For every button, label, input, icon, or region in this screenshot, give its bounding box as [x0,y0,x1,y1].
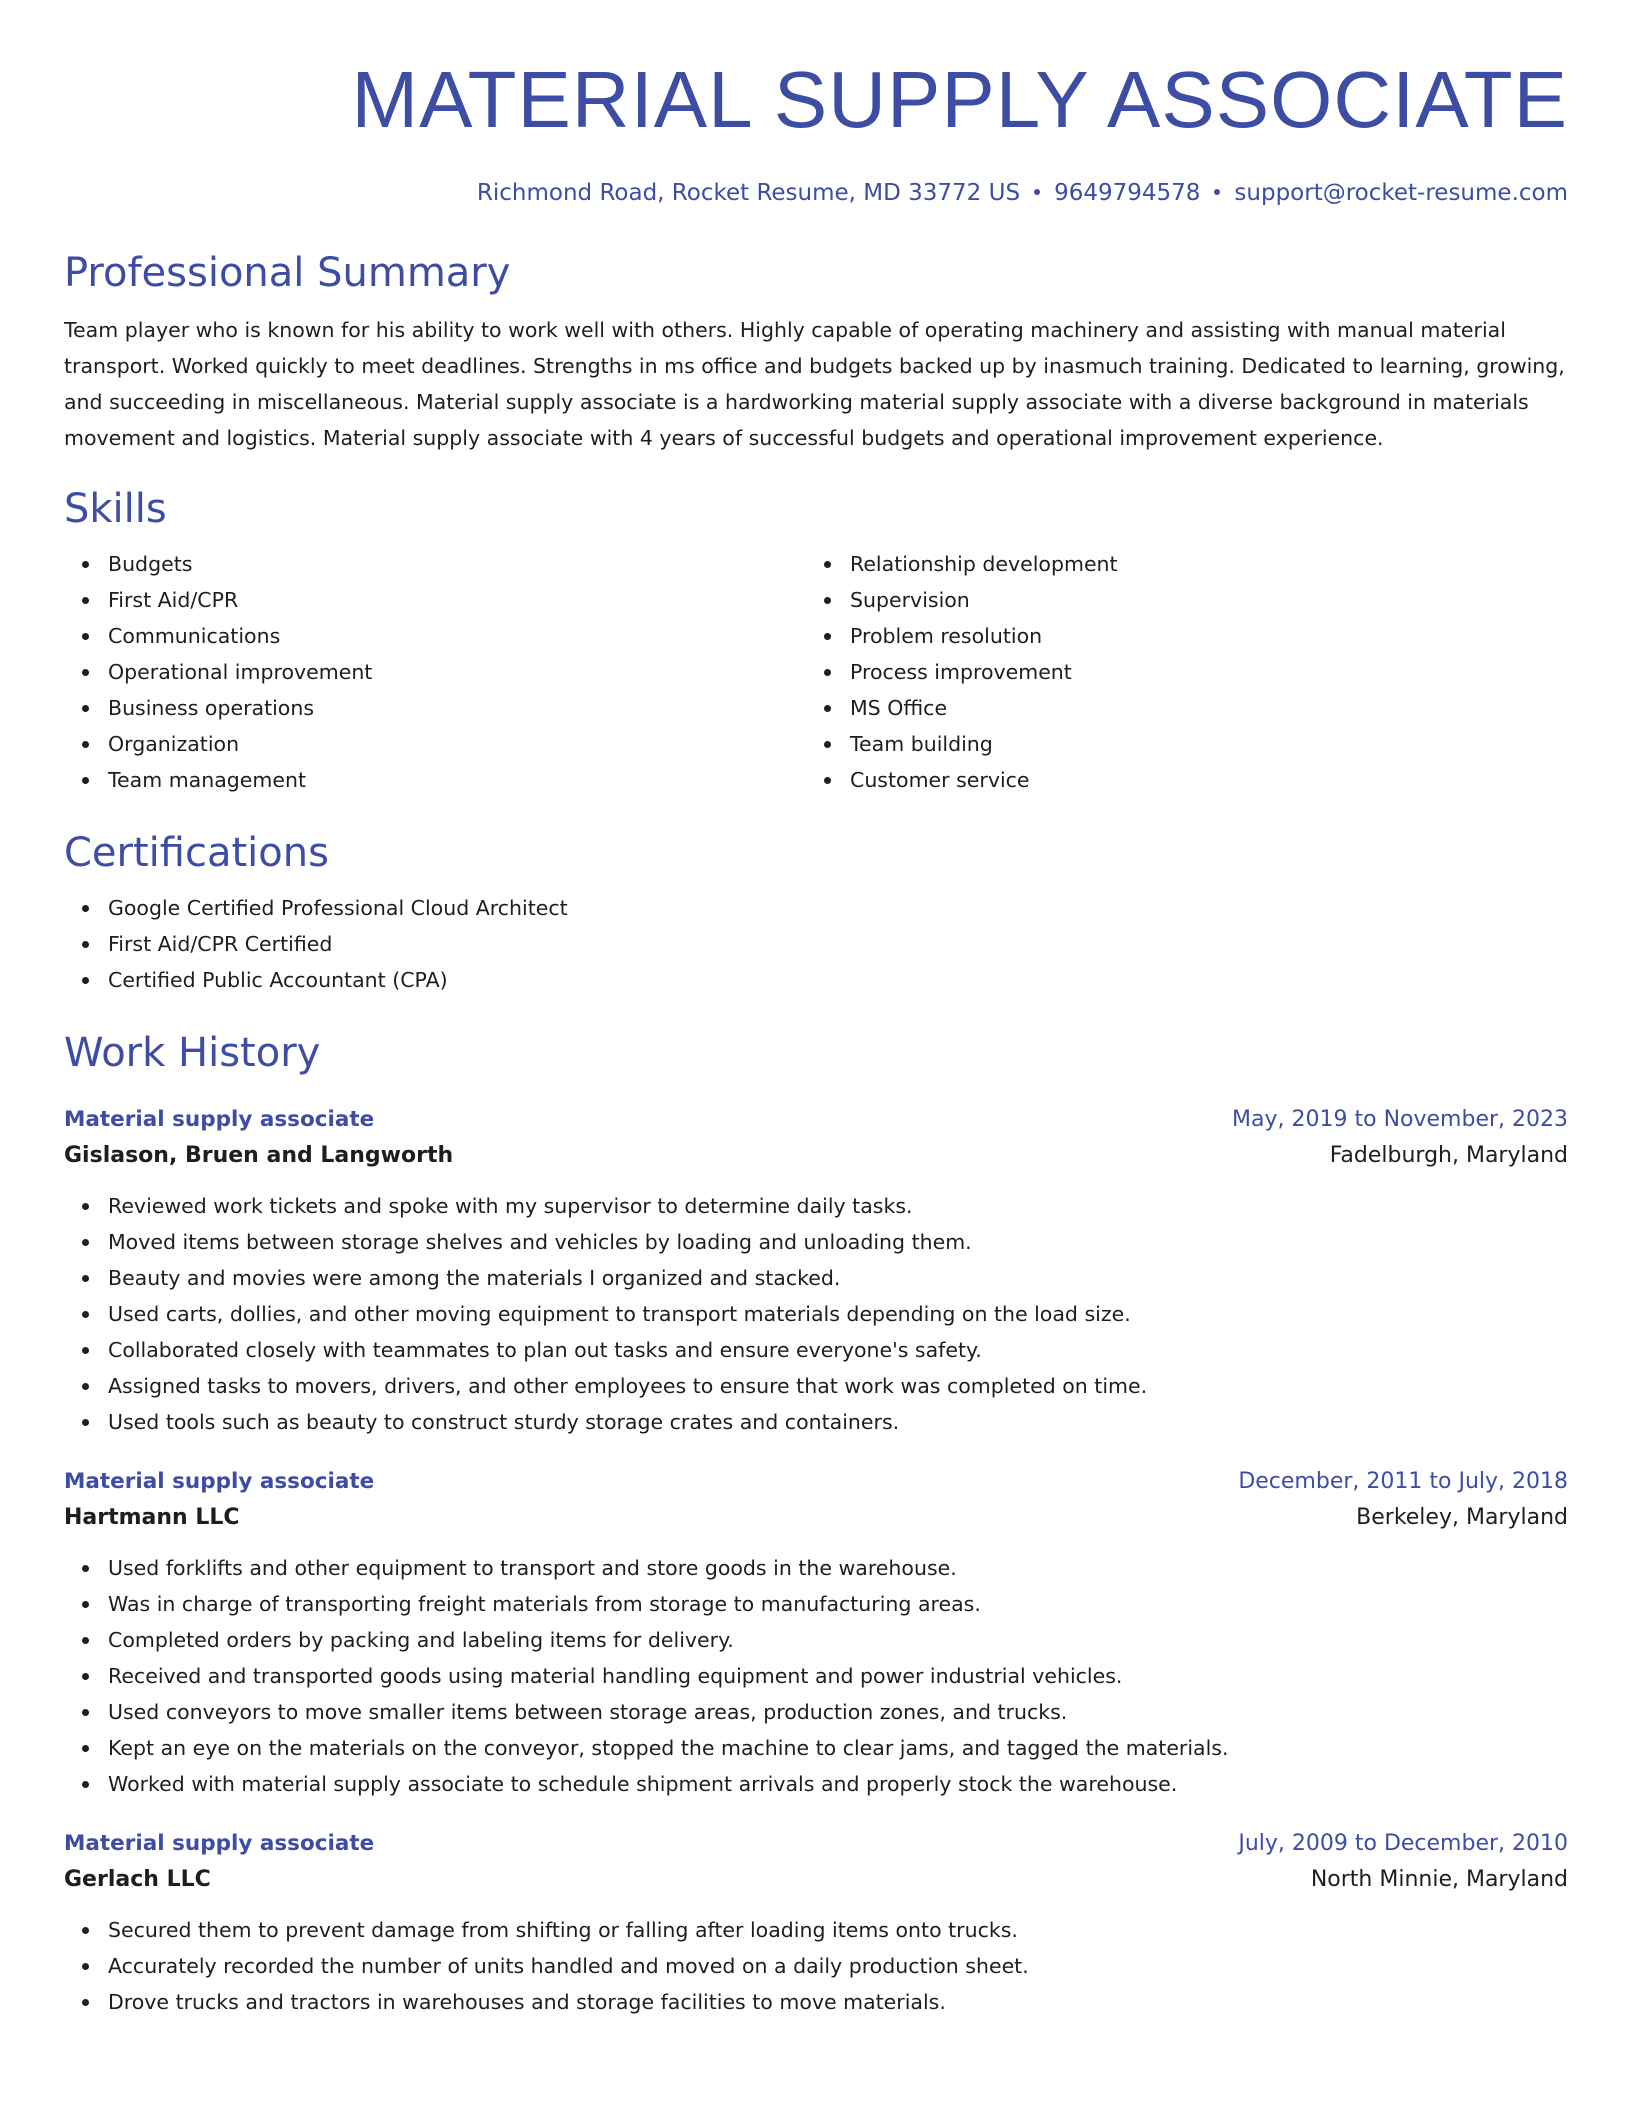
job-dates: December, 2011 to July, 2018 [1238,1469,1568,1494]
job-bullet: Assigned tasks to movers, drivers, and other employees to ensure that work was completed on time. [108,1368,1568,1404]
summary-heading: Professional Summary [64,250,511,296]
job-bullet: Used forklifts and other equipment to transport and store goods in the warehouse. [108,1550,1568,1586]
skill-item: Customer service [850,762,1548,798]
separator-dot-icon [1214,189,1220,195]
certifications-heading: Certifications [64,830,329,876]
job-location: Fadelburgh, Maryland [1329,1143,1568,1168]
skill-item: Supervision [850,582,1548,618]
skill-item: First Aid/CPR [108,582,806,618]
job-location: North Minnie, Maryland [1310,1867,1568,1892]
skill-item: Problem resolution [850,618,1548,654]
job-bullet: Drove trucks and tractors in warehouses and storage facilities to move materials. [108,1984,1568,2020]
contact-address: Richmond Road, Rocket Resume, MD 33772 US [476,180,1021,206]
skill-item: Organization [108,726,806,762]
job-location: Berkeley, Maryland [1356,1505,1568,1530]
skill-item: Relationship development [850,546,1548,582]
job-bullet: Used tools such as beauty to construct sturdy storage crates and containers. [108,1404,1568,1440]
certification-item: Google Certified Professional Cloud Architect [108,890,1568,926]
job-bullet: Reviewed work tickets and spoke with my supervisor to determine daily tasks. [108,1188,1568,1224]
job-bullet: Accurately recorded the number of units handled and moved on a daily production sheet. [108,1948,1568,1984]
skill-item: MS Office [850,690,1548,726]
certification-item: First Aid/CPR Certified [108,926,1568,962]
job-bullet: Used conveyors to move smaller items between storage areas, production zones, and trucks. [108,1694,1568,1730]
job-bullet: Secured them to prevent damage from shifting or falling after loading items onto trucks. [108,1912,1568,1948]
job-company: Gerlach LLC [64,1867,211,1892]
skill-item: Process improvement [850,654,1548,690]
skill-item: Operational improvement [108,654,806,690]
job-title: Material supply associate [64,1107,375,1132]
job-entry [64,1464,1568,1802]
job-bullet: Received and transported goods using material handling equipment and power industrial vehicles. [108,1658,1568,1694]
skills-column-right [806,534,1548,798]
job-bullet: Worked with material supply associate to schedule shipment arrivals and properly stock the warehouse. [108,1766,1568,1802]
certification-item: Certified Public Accountant (CPA) [108,962,1568,998]
contact-line [64,178,1568,208]
skill-item: Team management [108,762,806,798]
skills-column-left [64,534,806,798]
contact-phone: 9649794578 [1054,180,1201,206]
candidate-name: MATERIAL SUPPLY ASSOCIATE [351,55,1568,144]
job-title: Material supply associate [64,1469,375,1494]
job-entry [64,1826,1568,2020]
skill-item: Team building [850,726,1548,762]
job-bullet: Collaborated closely with teammates to plan out tasks and ensure everyone's safety. [108,1332,1568,1368]
skills-heading: Skills [64,486,167,532]
job-bullet: Beauty and movies were among the materials I organized and stacked. [108,1260,1568,1296]
job-bullet: Kept an eye on the materials on the conveyor, stopped the machine to clear jams, and tagged the materials. [108,1730,1568,1766]
job-entry [64,1102,1568,1440]
job-company: Gislason, Bruen and Langworth [64,1143,454,1168]
job-bullet: Was in charge of transporting freight materials from storage to manufacturing areas. [108,1586,1568,1622]
job-bullet: Used carts, dollies, and other moving equipment to transport materials depending on the load size. [108,1296,1568,1332]
skill-item: Communications [108,618,806,654]
job-bullet: Moved items between storage shelves and vehicles by loading and unloading them. [108,1224,1568,1260]
job-bullet: Completed orders by packing and labeling items for delivery. [108,1622,1568,1658]
contact-email[interactable]: support@rocket-resume.com [1234,180,1568,206]
separator-dot-icon [1034,189,1040,195]
skill-item: Business operations [108,690,806,726]
job-dates: May, 2019 to November, 2023 [1232,1107,1568,1132]
skill-item: Budgets [108,546,806,582]
skills-grid [64,534,1568,798]
work-history-heading: Work History [64,1030,321,1076]
certifications-list [64,890,1568,998]
job-title: Material supply associate [64,1831,375,1856]
job-dates: July, 2009 to December, 2010 [1238,1831,1568,1856]
job-company: Hartmann LLC [64,1505,240,1530]
summary-text: Team player who is known for his ability to work well with others. Highly capable of operating machinery and assisting with manual material transport. Worked quickly to meet deadlines. Strengths in ms office and budgets backed up by inasmuch training. Dedicated to learning, growing, and succeeding in miscellaneous. Material supply associate is a hardworking material supply associate with a diverse background in materials movement and logistics. Material supply associate with 4 years of successful budgets and operational improvement experience. [64,318,1565,450]
